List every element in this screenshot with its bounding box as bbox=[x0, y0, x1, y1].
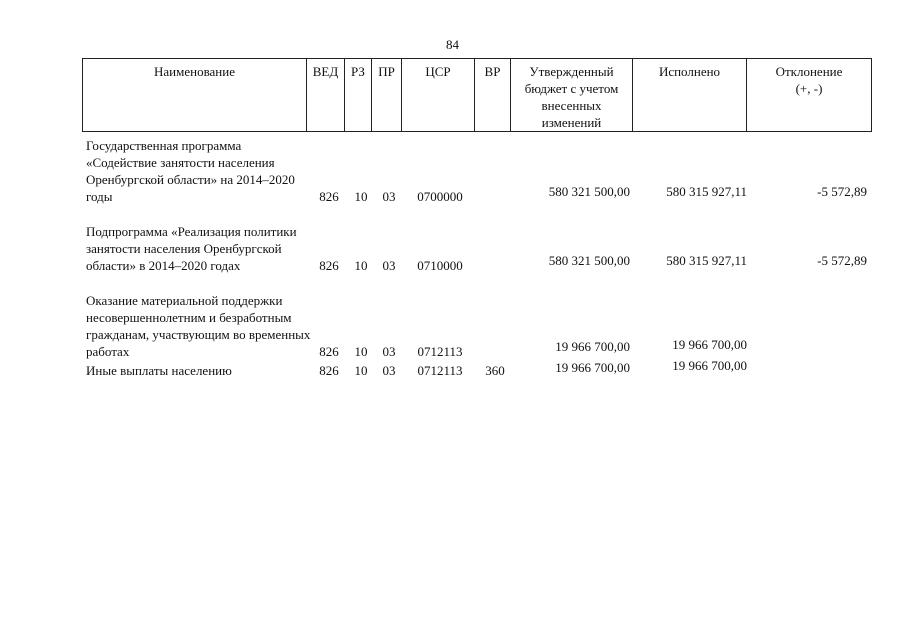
row-approved: 19 966 700,00 bbox=[555, 339, 630, 354]
row-executed: 580 315 927,11 bbox=[666, 253, 747, 268]
table-header bbox=[82, 58, 872, 132]
row-approved: 580 321 500,00 bbox=[548, 184, 630, 199]
row-csr: 0700000 bbox=[417, 189, 463, 204]
row-name: Иные выплаты населению bbox=[86, 363, 232, 378]
row-csr: 0710000 bbox=[417, 258, 463, 273]
row-executed: 580 315 927,11 bbox=[666, 184, 747, 199]
row-ved: 826 bbox=[319, 363, 339, 378]
row-ved: 826 bbox=[319, 258, 339, 273]
row-executed: 19 966 700,00 bbox=[672, 337, 747, 352]
row-name: Подпрограмма «Реализация политики занятости населения Оренбургской области» в 2014–2020 годах bbox=[86, 224, 297, 273]
table-row bbox=[82, 274, 872, 360]
row-approved: 580 321 500,00 bbox=[548, 253, 630, 268]
header-approved: Утвержденный бюджет с учетом внесенных изменений bbox=[511, 59, 633, 131]
row-pr: 03 bbox=[382, 189, 396, 204]
row-name: Государственная программа «Содействие занятости населения Оренбургской области» на 2014–2020 годы bbox=[86, 138, 295, 204]
table-row bbox=[82, 137, 872, 205]
row-executed: 19 966 700,00 bbox=[672, 358, 747, 373]
header-csr: ЦСР bbox=[402, 59, 475, 131]
header-ved: ВЕД bbox=[307, 59, 345, 131]
row-csr: 0712113 bbox=[417, 363, 463, 378]
header-vr: ВР bbox=[475, 59, 511, 131]
header-pr: ПР bbox=[372, 59, 402, 131]
row-deviation: -5 572,89 bbox=[817, 184, 867, 199]
header-deviation: Отклонение (+, -) bbox=[775, 64, 843, 96]
header-executed: Исполнено bbox=[633, 59, 747, 131]
row-rz: 10 bbox=[354, 258, 368, 273]
row-rz: 10 bbox=[354, 363, 368, 378]
row-pr: 03 bbox=[382, 363, 396, 378]
header-rz: РЗ bbox=[345, 59, 372, 131]
header-name: Наименование bbox=[83, 59, 307, 131]
row-ved: 826 bbox=[319, 189, 339, 204]
page-number: 84 bbox=[446, 37, 459, 52]
table-row bbox=[82, 358, 872, 379]
row-pr: 03 bbox=[382, 344, 396, 359]
row-name: Оказание материальной поддержки несовершеннолетним и безработным гражданам, участвующим во временных работах bbox=[86, 293, 311, 359]
row-approved: 19 966 700,00 bbox=[555, 360, 630, 375]
row-deviation: -5 572,89 bbox=[817, 253, 867, 268]
row-csr: 0712113 bbox=[417, 344, 463, 359]
row-rz: 10 bbox=[354, 189, 368, 204]
row-vr: 360 bbox=[485, 363, 505, 378]
row-rz: 10 bbox=[354, 344, 368, 359]
table-row bbox=[82, 206, 872, 274]
row-pr: 03 bbox=[382, 258, 396, 273]
row-ved: 826 bbox=[319, 344, 339, 359]
